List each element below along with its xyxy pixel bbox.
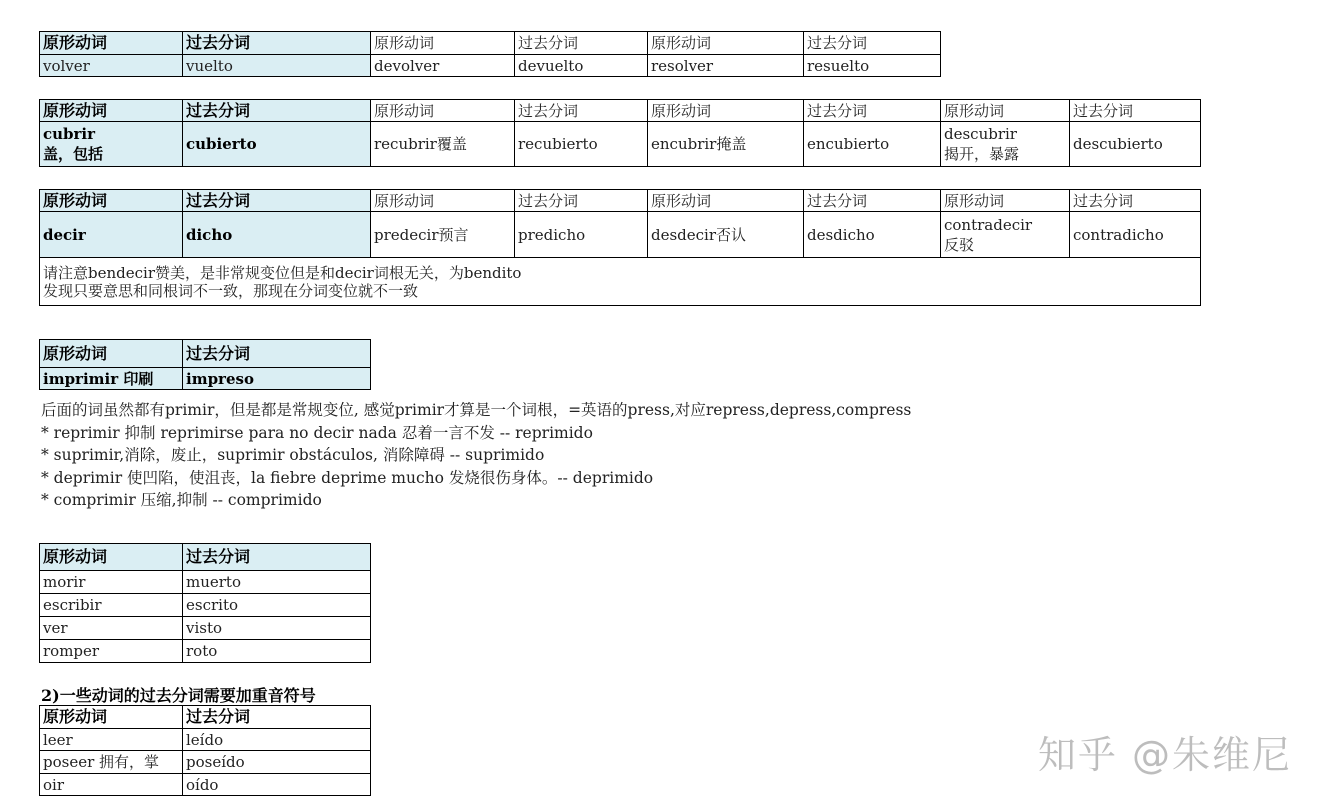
note-line: 发现只要意思和同根词不一致，那现在分词变位就不一致	[43, 281, 419, 300]
header-participle: 过去分词	[804, 100, 941, 122]
verb-base-line: cubrir	[43, 125, 96, 143]
header-base: 原形动词	[371, 32, 515, 55]
note-line: * reprimir 抑制 reprimirse para no decir nada 忍着一言不发 -- reprimido	[41, 423, 593, 442]
header-participle: 过去分词	[1070, 190, 1201, 212]
verb-base: resolver	[648, 55, 804, 77]
header-participle: 过去分词	[804, 190, 941, 212]
verb-participle: contradicho	[1070, 212, 1201, 258]
verb-participle: vuelto	[183, 55, 371, 77]
verb-participle: desdicho	[804, 212, 941, 258]
table-accent	[39, 705, 371, 796]
header-participle: 过去分词	[183, 190, 371, 212]
note-line: 后面的词虽然都有primir，但是都是常规变位, 感觉primir才算是一个词根，=英语的press,对应repress,depress,compress	[41, 401, 912, 419]
header-base: 原形动词	[40, 32, 183, 55]
header-participle: 过去分词	[183, 706, 371, 729]
verb-base-gloss: 反驳	[944, 235, 975, 254]
table-cubrir	[39, 99, 1201, 167]
header-base: 原形动词	[40, 100, 183, 122]
verb-base: predecir预言	[371, 212, 515, 258]
table-irregular	[39, 543, 371, 663]
verb-base	[941, 122, 1070, 167]
table-volver	[39, 31, 941, 77]
header-base: 原形动词	[648, 190, 804, 212]
verb-base-line: contradecir	[944, 215, 1033, 234]
verb-participle: predicho	[515, 212, 648, 258]
header-participle: 过去分词	[183, 100, 371, 122]
header-participle: 过去分词	[183, 32, 371, 55]
header-participle: 过去分词	[183, 340, 371, 368]
header-base: 原形动词	[648, 32, 804, 55]
header-base: 原形动词	[941, 100, 1070, 122]
note-line: * deprimir 使凹陷，使沮丧，la fiebre deprime mucho 发烧很伤身体。-- deprimido	[41, 468, 654, 487]
header-participle: 过去分词	[515, 190, 648, 212]
header-base: 原形动词	[371, 190, 515, 212]
verb-base: imprimir 印刷	[40, 368, 183, 390]
verb-participle: roto	[183, 640, 371, 663]
verb-participle: cubierto	[183, 122, 371, 167]
note-line: * comprimir 压缩,抑制 -- comprimido	[41, 491, 322, 510]
verb-participle: encubierto	[804, 122, 941, 167]
verb-base-gloss: 揭开，暴露	[944, 145, 1020, 163]
verb-base: recubrir覆盖	[371, 122, 515, 167]
verb-participle: muerto	[183, 571, 371, 594]
verb-base: oir	[40, 774, 183, 796]
watermark: 知乎 @朱维尼	[1037, 733, 1292, 777]
verb-participle: dicho	[183, 212, 371, 258]
verb-base: ver	[40, 617, 183, 640]
verb-participle: descubierto	[1070, 122, 1201, 167]
verb-participle: impreso	[183, 368, 371, 390]
verb-base: morir	[40, 571, 183, 594]
verb-base-line: descubrir	[944, 125, 1017, 143]
section-heading: 2)一些动词的过去分词需要加重音符号	[41, 686, 316, 705]
verb-participle: resuelto	[804, 55, 941, 77]
verb-base: encubrir掩盖	[648, 122, 804, 167]
primir-notes	[41, 399, 911, 512]
verb-participle: recubierto	[515, 122, 648, 167]
table-imprimir	[39, 339, 371, 390]
verb-base: escribir	[40, 594, 183, 617]
verb-participle: leído	[183, 729, 371, 751]
header-base: 原形动词	[941, 190, 1070, 212]
verb-base	[40, 122, 183, 167]
header-base: 原形动词	[40, 706, 183, 729]
header-base: 原形动词	[40, 190, 183, 212]
verb-base: desdecir否认	[648, 212, 804, 258]
note-line: 请注意bendecir赞美，是非常规变位但是和decir词根无关，为bendito	[43, 263, 522, 282]
table-decir	[39, 189, 1201, 306]
header-participle: 过去分词	[515, 32, 648, 55]
verb-participle: oído	[183, 774, 371, 796]
header-base: 原形动词	[648, 100, 804, 122]
note-cell	[40, 258, 1201, 306]
header-participle: 过去分词	[1070, 100, 1201, 122]
verb-base: leer	[40, 729, 183, 751]
header-participle: 过去分词	[515, 100, 648, 122]
note-line: * suprimir,消除，废止，suprimir obstáculos, 消除障碍 -- suprimido	[41, 446, 545, 465]
verb-participle: poseído	[183, 751, 371, 774]
verb-base: poseer 拥有，掌	[40, 751, 183, 774]
verb-base: devolver	[371, 55, 515, 77]
header-participle: 过去分词	[183, 544, 371, 571]
verb-base: decir	[40, 212, 183, 258]
verb-participle: escrito	[183, 594, 371, 617]
verb-base: volver	[40, 55, 183, 77]
verb-base-gloss: 盖，包括	[43, 145, 104, 163]
verb-base: romper	[40, 640, 183, 663]
header-participle: 过去分词	[804, 32, 941, 55]
verb-base	[941, 212, 1070, 258]
header-base: 原形动词	[40, 340, 183, 368]
header-base: 原形动词	[371, 100, 515, 122]
verb-participle: visto	[183, 617, 371, 640]
verb-participle: devuelto	[515, 55, 648, 77]
header-base: 原形动词	[40, 544, 183, 571]
